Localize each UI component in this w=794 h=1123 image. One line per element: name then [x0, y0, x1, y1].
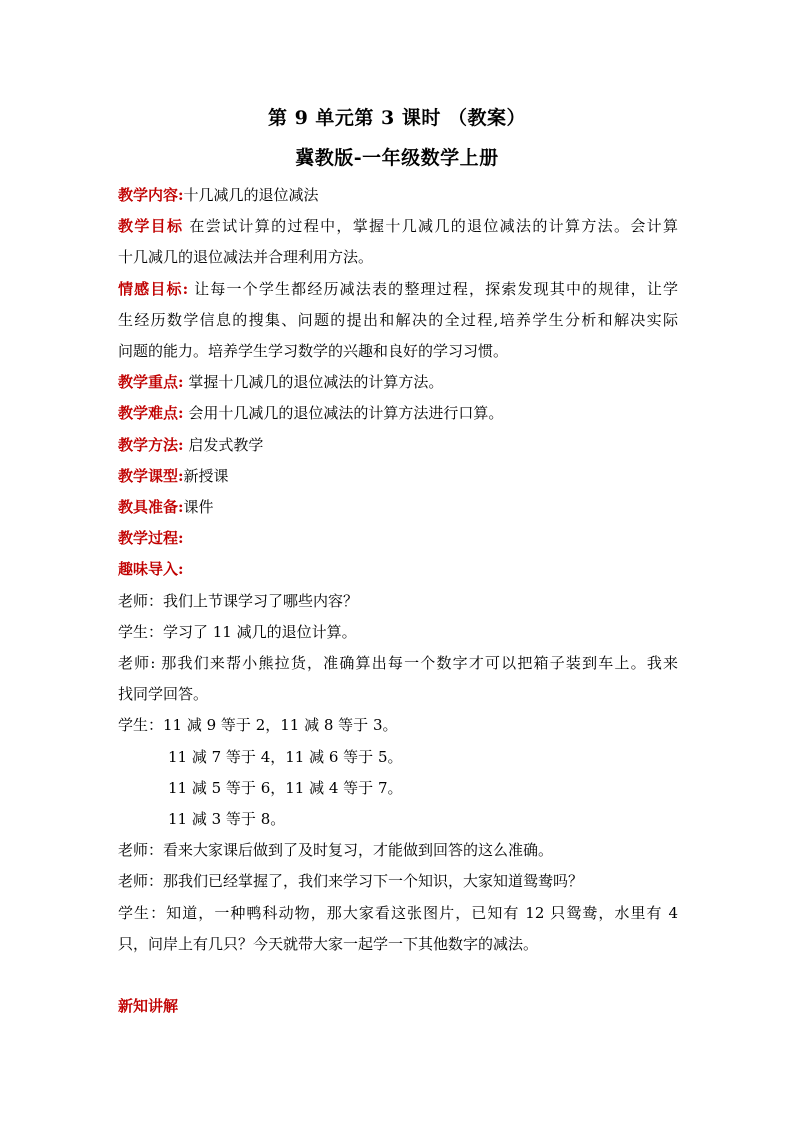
emotion-text-3: 问题的能力。培养学生学习数学的兴趣和良好的学习习惯。 [118, 342, 509, 361]
dialogue-line: 11 减 5 等于 6，11 减 4 等于 7。 [168, 778, 403, 797]
content-text: 十几减几的退位减法 [183, 186, 319, 204]
dialogue-line: 11 减 7 等于 4，11 减 6 等于 5。 [168, 747, 403, 766]
materials-text: 课件 [183, 498, 214, 517]
key-point-row [118, 367, 678, 398]
intro-row [118, 554, 678, 585]
method-label: 教学方法: [118, 435, 184, 454]
emotion-text-2: 生经历数学信息的搜集、问题的提出和解决的全过程,培养学生分析和解决实际 [118, 310, 678, 329]
key-point-text: 掌握十几减几的退位减法的计算方法。 [183, 373, 444, 392]
emotion-row-1 [118, 274, 678, 305]
lesson-type-label: 教学课型: [118, 466, 184, 485]
dialogue-line: 学生：知道，一种鸭科动物，那大家看这张图片，已知有 12 只鸳鸯，水里有 4 [118, 903, 678, 922]
difficulty-row [118, 398, 678, 429]
dialogue-line: 11 减 3 等于 8。 [168, 810, 286, 829]
dialogue-line: 老师: 那我们来帮小熊拉货，准确算出每一个数字才可以把箱子装到车上。我来 [118, 654, 678, 673]
goal-row-2 [118, 242, 678, 273]
emotion-row-3 [118, 336, 678, 367]
goal-row-1 [118, 211, 678, 242]
dialogue-line: 老师：那我们已经掌握了，我们来学习下一个知识，大家知道鸳鸯吗？ [118, 872, 584, 891]
materials-row [118, 492, 678, 523]
key-point-label: 教学重点: [118, 373, 184, 392]
emotion-row-2 [118, 305, 678, 336]
method-row [118, 430, 678, 461]
goal-label: 教学目标 [118, 217, 184, 236]
section-gap [118, 960, 678, 991]
new-knowledge-row [118, 991, 678, 1022]
lesson-type-text: 新授课 [183, 466, 229, 485]
dialogue-line: 老师：看来大家课后做到了及时复习，才能做到回答的这么准确。 [118, 841, 554, 860]
materials-label: 教具准备: [118, 498, 184, 517]
dialogue-line: 找同学回答。 [118, 685, 209, 704]
dialogue-line: 老师：我们上节课学习了哪些内容？ [118, 591, 359, 610]
document-title: 第 9 单元第 3 课时 （教案） [267, 107, 526, 129]
dialogue-line: 学生：11 减 9 等于 2，11 减 8 等于 3。 [118, 716, 398, 735]
dialogue-line: 学生：学习了 11 减几的退位计算。 [118, 622, 357, 641]
difficulty-label: 教学难点: [118, 404, 184, 423]
document-body [118, 180, 678, 1022]
emotion-label: 情感目标: [118, 279, 189, 298]
content-label: 教学内容: [118, 186, 184, 204]
emotion-text-1: 让每一个学生都经历减法表的整理过程，探索发现其中的规律，让学 [188, 279, 678, 298]
intro-label: 趣味导入: [118, 560, 184, 579]
document-subtitle: 冀教版-一年级数学上册 [295, 147, 499, 169]
dialogue-line: 只，问岸上有几只？今天就带大家一起学一下其他数字的减法。 [118, 934, 539, 953]
difficulty-text: 会用十几减几的退位减法的计算方法进行口算。 [183, 404, 504, 423]
content-row [118, 180, 678, 211]
new-knowledge-label: 新知讲解 [118, 997, 179, 1016]
method-text: 启发式教学 [183, 435, 264, 454]
goal-text-1: 在尝试计算的过程中，掌握十几减几的退位减法的计算方法。会计算 [183, 217, 678, 236]
process-label: 教学过程: [118, 529, 184, 548]
lesson-type-row [118, 461, 678, 492]
goal-text-2: 十几减几的退位减法并合理利用方法。 [118, 248, 374, 267]
process-row [118, 523, 678, 554]
